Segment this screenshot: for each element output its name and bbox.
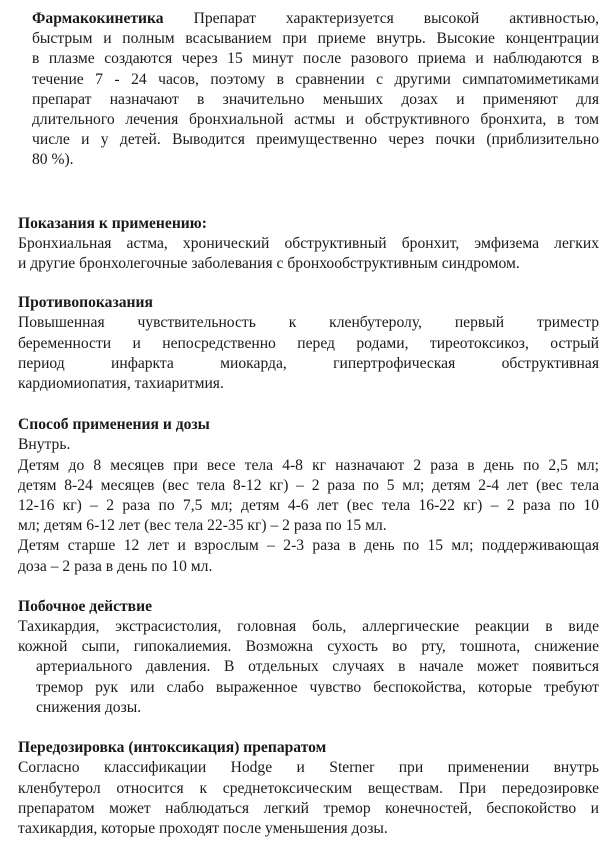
dosage-title: Способ применения и дозы	[18, 416, 210, 434]
dosage-line-1: Внутрь.	[18, 436, 71, 454]
contraindications-line-3: период инфаркта миокарда, гипертрофическая обструктивная	[18, 354, 599, 372]
side-effects-line-2: кожной сыпи, гипокалиемия. Возможна сухость во рту, тошнота, снижение	[18, 638, 599, 656]
dosage-section	[18, 415, 599, 577]
pharmacokinetics-text: Препарат характеризуется высокой активностью,	[163, 10, 599, 27]
overdose-line-1: Согласно классификации Hodge и Sterner при применении внутрь	[18, 759, 599, 777]
side-effects-line-4: тремор рук или слабо выраженное чувство беспокойства, которые требуют	[36, 678, 599, 696]
dosage-line-2: Детям до 8 месяцев при весе тела 4-8 кг назначают 2 раза в день по 2,5 мл;	[18, 456, 599, 474]
indications-line-2: и другие бронхолегочные заболевания с бронхообструктивным синдромом.	[18, 255, 520, 273]
contraindications-line-4: кардиомиопатия, тахиаритмия.	[18, 375, 224, 393]
side-effects-line-5: снижения дозы.	[36, 698, 142, 716]
contraindications-section	[18, 293, 599, 394]
overdose-line-3: препаратом может наблюдаться легкий тремор конечностей, беспокойство и	[18, 799, 599, 817]
overdose-title: Передозировка (интоксикация) препаратом	[18, 739, 327, 757]
side-effects-line-3: артериального давления. В отдельных случаях в начале может появиться	[36, 658, 599, 676]
pharmacokinetics-line-4: течение 7 - 24 часов, поэтому в сравнении с другими симпатомиметиками	[32, 70, 599, 88]
dosage-line-6: Детям старше 12 лет и взрослым – 2-3 раза в день по 15 мл; поддерживающая	[18, 537, 599, 555]
dosage-line-7: доза – 2 раза в день по 10 мл.	[18, 557, 213, 575]
side-effects-line-1: Тахикардия, экстрасистолия, головная боль, аллергические реакции в виде	[18, 618, 599, 636]
dosage-line-4: 12-16 кг) – 2 раза по 7,5 мл; детям 4-6 лет (вес тела 16-22 кг) – 2 раза по 10	[18, 497, 599, 515]
contraindications-line-1: Повышенная чувствительность к кленбутеролу, первый триместр	[18, 314, 599, 332]
dosage-line-3: детям 8-24 месяцев (вес тела 8-12 кг) – 2 раза по 5 мл; детям 2-4 лет (вес тела	[18, 476, 599, 494]
indications-title: Показания к применению:	[18, 214, 207, 232]
side-effects-section	[18, 597, 599, 718]
contraindications-title: Противопоказания	[18, 294, 153, 312]
side-effects-title: Побочное действие	[18, 597, 153, 615]
indications-section	[18, 214, 599, 275]
overdose-section	[18, 738, 599, 839]
dosage-line-5: мл; детям 6-12 лет (вес тела 22-35 кг) – 2 раза по 15 мл.	[18, 517, 387, 535]
pharmacokinetics-line-3: в плазме создаются через 15 минут после разового приема и наблюдаются в	[32, 50, 599, 68]
pharmacokinetics-line-1	[18, 9, 599, 29]
pharmacokinetics-line-8: 80 %).	[32, 151, 74, 169]
indications-line-1: Бронхиальная астма, хронический обструктивный бронхит, эмфизема легких	[18, 234, 599, 252]
pharmacokinetics-section	[18, 9, 599, 171]
pharmacokinetics-line-5: препарат назначают в значительно меньших дозах и применяют для	[32, 90, 599, 108]
pharmacokinetics-line-6: длительного лечения бронхиальной астмы и обструктивного бронхита, в том	[32, 111, 599, 129]
overdose-line-4: тахикардия, которые проходят после уменьшения дозы.	[18, 819, 388, 837]
pharmacokinetics-line-2: быстрым и полным всасыванием при приеме внутрь. Высокие концентрации	[32, 30, 599, 48]
contraindications-line-2: беременности и непосредственно перед родами, тиреотоксикоз, острый	[18, 334, 599, 352]
pharmacokinetics-title: Фармакокинетика	[32, 10, 164, 27]
pharmacokinetics-line-7: числе и у детей. Выводится преимущественно через почки (приблизительно	[32, 131, 599, 149]
overdose-line-2: кленбутерол относится к среднетоксическим веществам. При передозировке	[18, 779, 599, 797]
